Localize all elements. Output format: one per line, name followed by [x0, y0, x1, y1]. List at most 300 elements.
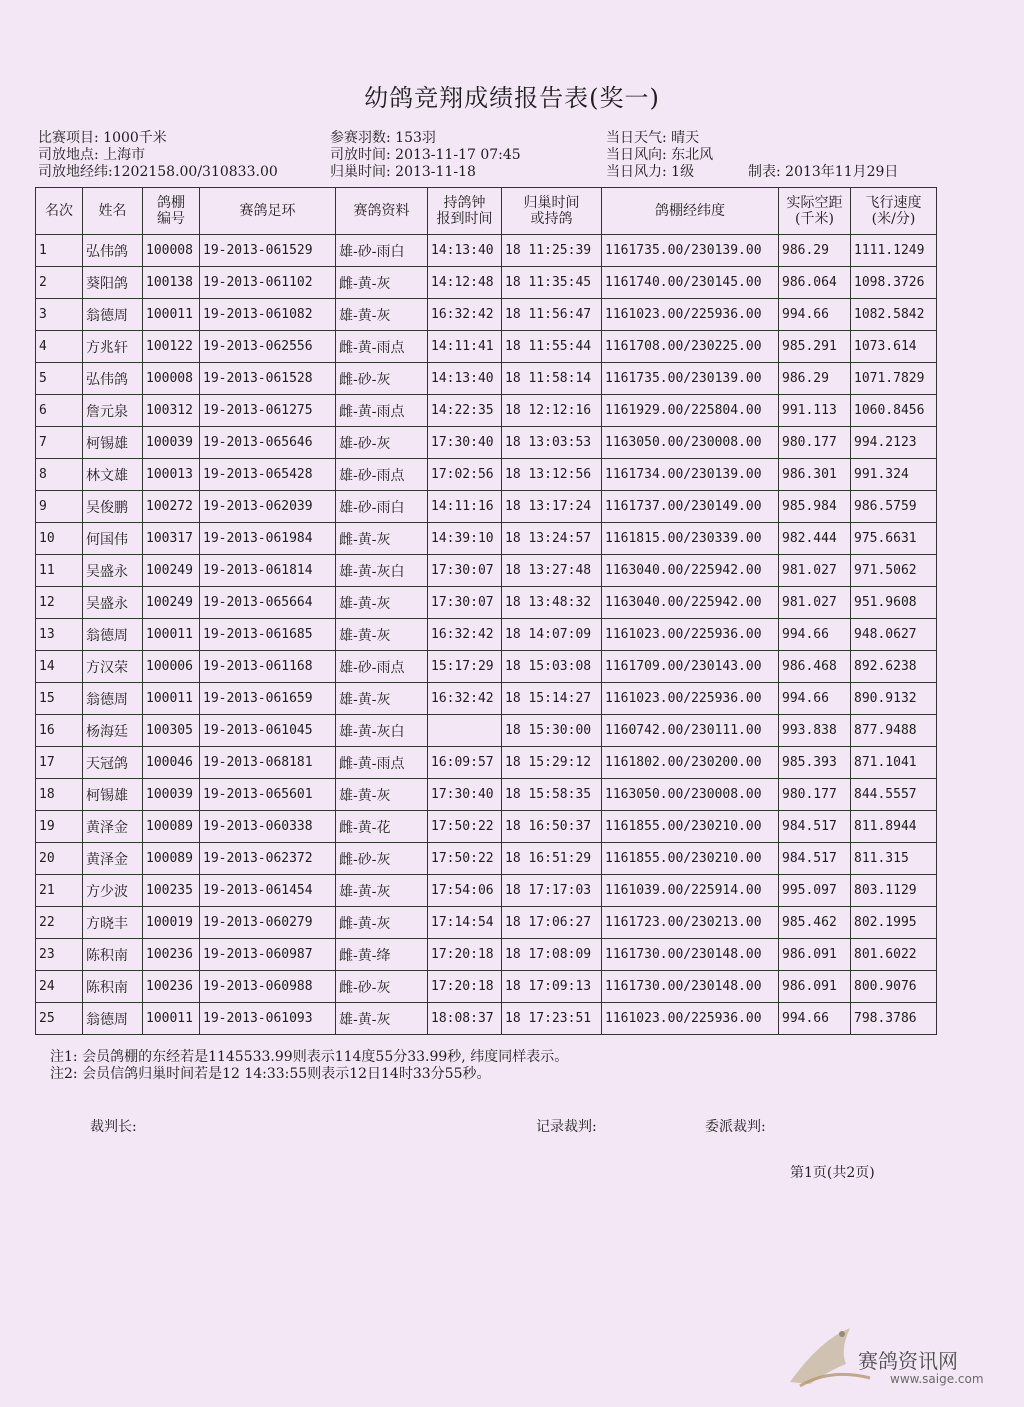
cell-pigeon-info: 雄-黄-灰	[336, 299, 428, 331]
cell-name: 陈积南	[83, 939, 143, 971]
cell-clock-time: 17:30:40	[428, 427, 502, 459]
cell-name: 黄泽金	[83, 843, 143, 875]
cell-name: 吴盛永	[83, 555, 143, 587]
cell-ring: 19-2013-061984	[200, 523, 336, 555]
cell-distance: 985.393	[779, 747, 851, 779]
cell-speed: 948.0627	[851, 619, 937, 651]
cell-pigeon-info: 雄-黄-灰	[336, 1003, 428, 1035]
cell-distance: 984.517	[779, 811, 851, 843]
table-row	[36, 363, 937, 395]
cell-loft-coords: 1161929.00/225804.00	[602, 395, 779, 427]
cell-pigeon-info: 雄-黄-灰	[336, 683, 428, 715]
cell-loft-id: 100019	[143, 907, 200, 939]
cell-return-time: 18 17:09:13	[502, 971, 602, 1003]
cell-rank: 10	[36, 523, 83, 555]
cell-speed: 811.8944	[851, 811, 937, 843]
cell-return-time: 18 17:06:27	[502, 907, 602, 939]
cell-clock-time: 17:54:06	[428, 875, 502, 907]
cell-name: 林文雄	[83, 459, 143, 491]
cell-rank: 15	[36, 683, 83, 715]
results-table	[35, 187, 937, 1035]
cell-distance: 980.177	[779, 427, 851, 459]
cell-speed: 801.6022	[851, 939, 937, 971]
watermark-url: www.saige.com	[890, 1372, 984, 1386]
table-row	[36, 939, 937, 971]
cell-pigeon-info: 雌-黄-雨点	[336, 395, 428, 427]
table-row	[36, 587, 937, 619]
cell-distance: 984.517	[779, 843, 851, 875]
cell-name: 弘伟鸽	[83, 363, 143, 395]
cell-pigeon-info: 雌-黄-灰	[336, 523, 428, 555]
table-row	[36, 971, 937, 1003]
cell-pigeon-info: 雌-砂-灰	[336, 971, 428, 1003]
cell-speed: 951.9608	[851, 587, 937, 619]
cell-ring: 19-2013-061814	[200, 555, 336, 587]
cell-rank: 12	[36, 587, 83, 619]
cell-loft-coords: 1161802.00/230200.00	[602, 747, 779, 779]
cell-loft-coords: 1161708.00/230225.00	[602, 331, 779, 363]
info-wind-direction: 当日风向: 东北风	[606, 147, 714, 163]
cell-distance: 995.097	[779, 875, 851, 907]
cell-return-time: 18 16:50:37	[502, 811, 602, 843]
table-row	[36, 459, 937, 491]
cell-ring: 19-2013-061102	[200, 267, 336, 299]
cell-return-time: 18 14:07:09	[502, 619, 602, 651]
cell-rank: 3	[36, 299, 83, 331]
cell-loft-coords: 1163050.00/230008.00	[602, 779, 779, 811]
cell-return-time: 18 15:58:35	[502, 779, 602, 811]
cell-loft-coords: 1161023.00/225936.00	[602, 619, 779, 651]
cell-ring: 19-2013-061528	[200, 363, 336, 395]
cell-pigeon-info: 雄-黄-灰	[336, 619, 428, 651]
info-column-2	[330, 130, 521, 181]
cell-loft-id: 100011	[143, 299, 200, 331]
header-rank: 名次	[36, 188, 83, 235]
table-row	[36, 779, 937, 811]
cell-name: 杨海廷	[83, 715, 143, 747]
cell-ring: 19-2013-060279	[200, 907, 336, 939]
cell-rank: 18	[36, 779, 83, 811]
cell-loft-id: 100236	[143, 971, 200, 1003]
cell-speed: 1073.614	[851, 331, 937, 363]
cell-return-time: 18 11:58:14	[502, 363, 602, 395]
cell-name: 弘伟鸽	[83, 235, 143, 267]
cell-distance: 994.66	[779, 299, 851, 331]
cell-rank: 20	[36, 843, 83, 875]
cell-loft-id: 100272	[143, 491, 200, 523]
cell-name: 方汉荣	[83, 651, 143, 683]
cell-rank: 5	[36, 363, 83, 395]
cell-pigeon-info: 雌-黄-灰	[336, 907, 428, 939]
cell-loft-coords: 1161730.00/230148.00	[602, 971, 779, 1003]
cell-clock-time: 14:11:16	[428, 491, 502, 523]
table-row	[36, 683, 937, 715]
cell-loft-id: 100089	[143, 843, 200, 875]
cell-distance: 993.838	[779, 715, 851, 747]
cell-return-time: 18 17:23:51	[502, 1003, 602, 1035]
cell-pigeon-info: 雄-黄-灰白	[336, 715, 428, 747]
cell-loft-id: 100317	[143, 523, 200, 555]
cell-return-time: 18 13:24:57	[502, 523, 602, 555]
cell-rank: 21	[36, 875, 83, 907]
cell-rank: 19	[36, 811, 83, 843]
cell-distance: 986.29	[779, 363, 851, 395]
cell-rank: 4	[36, 331, 83, 363]
cell-pigeon-info: 雄-黄-灰白	[336, 555, 428, 587]
cell-clock-time: 17:20:18	[428, 939, 502, 971]
cell-distance: 994.66	[779, 683, 851, 715]
cell-pigeon-info: 雌-黄-花	[336, 811, 428, 843]
info-release-place: 司放地点: 上海市	[38, 147, 146, 163]
table-row	[36, 491, 937, 523]
cell-pigeon-info: 雄-砂-雨点	[336, 651, 428, 683]
cell-rank: 24	[36, 971, 83, 1003]
cell-return-time: 18 13:17:24	[502, 491, 602, 523]
cell-ring: 19-2013-061168	[200, 651, 336, 683]
cell-return-time: 18 11:25:39	[502, 235, 602, 267]
note-1: 注1: 会员鸽棚的东经若是1145533.99则表示114度55分33.99秒, 纬度同样表示。	[50, 1049, 569, 1065]
cell-name: 翁德周	[83, 1003, 143, 1035]
cell-loft-id: 100122	[143, 331, 200, 363]
cell-return-time: 18 16:51:29	[502, 843, 602, 875]
cell-loft-id: 100008	[143, 235, 200, 267]
header-pigeon-info: 赛鸽资料	[336, 188, 428, 235]
cell-ring: 19-2013-061082	[200, 299, 336, 331]
cell-ring: 19-2013-065646	[200, 427, 336, 459]
cell-return-time: 18 13:03:53	[502, 427, 602, 459]
table-row	[36, 395, 937, 427]
cell-ring: 19-2013-068181	[200, 747, 336, 779]
cell-clock-time: 17:50:22	[428, 811, 502, 843]
table-row	[36, 427, 937, 459]
cell-loft-coords: 1161735.00/230139.00	[602, 235, 779, 267]
cell-clock-time: 17:02:56	[428, 459, 502, 491]
cell-pigeon-info: 雌-黄-雨点	[336, 331, 428, 363]
cell-clock-time: 17:30:40	[428, 779, 502, 811]
cell-rank: 25	[36, 1003, 83, 1035]
cell-return-time: 18 11:56:47	[502, 299, 602, 331]
cell-return-time: 18 15:03:08	[502, 651, 602, 683]
cell-speed: 803.1129	[851, 875, 937, 907]
cell-loft-coords: 1163040.00/225942.00	[602, 555, 779, 587]
cell-loft-id: 100305	[143, 715, 200, 747]
cell-rank: 17	[36, 747, 83, 779]
table-row	[36, 235, 937, 267]
cell-clock-time: 16:32:42	[428, 299, 502, 331]
cell-pigeon-info: 雄-砂-雨点	[336, 459, 428, 491]
cell-distance: 981.027	[779, 587, 851, 619]
cell-distance: 981.027	[779, 555, 851, 587]
cell-name: 吴盛永	[83, 587, 143, 619]
table-row	[36, 523, 937, 555]
cell-clock-time: 17:30:07	[428, 587, 502, 619]
cell-name: 翁德周	[83, 619, 143, 651]
cell-loft-id: 100006	[143, 651, 200, 683]
cell-loft-id: 100236	[143, 939, 200, 971]
cell-clock-time	[428, 715, 502, 747]
cell-name: 天冠鸽	[83, 747, 143, 779]
info-column-3	[606, 130, 713, 181]
cell-loft-coords: 1161740.00/230145.00	[602, 267, 779, 299]
cell-ring: 19-2013-061093	[200, 1003, 336, 1035]
cell-return-time: 18 13:12:56	[502, 459, 602, 491]
cell-loft-coords: 1161023.00/225936.00	[602, 683, 779, 715]
cell-speed: 800.9076	[851, 971, 937, 1003]
cell-pigeon-info: 雌-黄-雨点	[336, 747, 428, 779]
cell-pigeon-info: 雄-砂-雨白	[336, 235, 428, 267]
cell-rank: 16	[36, 715, 83, 747]
cell-distance: 982.444	[779, 523, 851, 555]
cell-rank: 23	[36, 939, 83, 971]
cell-rank: 14	[36, 651, 83, 683]
table-row	[36, 267, 937, 299]
cell-loft-id: 100008	[143, 363, 200, 395]
cell-distance: 986.091	[779, 939, 851, 971]
cell-ring: 19-2013-065601	[200, 779, 336, 811]
cell-loft-coords: 1161023.00/225936.00	[602, 1003, 779, 1035]
table-row	[36, 331, 937, 363]
table-row	[36, 715, 937, 747]
cell-distance: 985.462	[779, 907, 851, 939]
cell-distance: 994.66	[779, 1003, 851, 1035]
cell-rank: 8	[36, 459, 83, 491]
cell-loft-coords: 1161815.00/230339.00	[602, 523, 779, 555]
cell-return-time: 18 11:35:45	[502, 267, 602, 299]
table-row	[36, 811, 937, 843]
header-speed: 飞行速度 (米/分)	[851, 188, 937, 235]
header-name: 姓名	[83, 188, 143, 235]
cell-ring: 19-2013-065664	[200, 587, 336, 619]
cell-distance: 980.177	[779, 779, 851, 811]
cell-distance: 991.113	[779, 395, 851, 427]
cell-name: 葵阳鸽	[83, 267, 143, 299]
cell-ring: 19-2013-061045	[200, 715, 336, 747]
cell-name: 方晓丰	[83, 907, 143, 939]
cell-rank: 6	[36, 395, 83, 427]
cell-rank: 7	[36, 427, 83, 459]
info-made-date: 制表: 2013年11月29日	[748, 164, 899, 180]
table-body	[36, 235, 937, 1035]
cell-clock-time: 14:13:40	[428, 363, 502, 395]
cell-pigeon-info: 雄-黄-灰	[336, 779, 428, 811]
cell-loft-coords: 1161855.00/230210.00	[602, 843, 779, 875]
header-loft-id: 鸽棚 编号	[143, 188, 200, 235]
cell-clock-time: 14:22:35	[428, 395, 502, 427]
cell-speed: 1111.1249	[851, 235, 937, 267]
cell-speed: 877.9488	[851, 715, 937, 747]
cell-ring: 19-2013-062039	[200, 491, 336, 523]
cell-speed: 890.9132	[851, 683, 937, 715]
cell-loft-coords: 1163050.00/230008.00	[602, 427, 779, 459]
cell-loft-coords: 1161734.00/230139.00	[602, 459, 779, 491]
cell-clock-time: 14:39:10	[428, 523, 502, 555]
cell-name: 方少波	[83, 875, 143, 907]
cell-speed: 811.315	[851, 843, 937, 875]
cell-rank: 9	[36, 491, 83, 523]
header-distance: 实际空距 (千米)	[779, 188, 851, 235]
table-row	[36, 1003, 937, 1035]
cell-loft-id: 100046	[143, 747, 200, 779]
cell-clock-time: 17:30:07	[428, 555, 502, 587]
cell-loft-coords: 1161723.00/230213.00	[602, 907, 779, 939]
table-row	[36, 875, 937, 907]
table-row	[36, 299, 937, 331]
cell-clock-time: 16:32:42	[428, 683, 502, 715]
cell-pigeon-info: 雌-黄-灰	[336, 267, 428, 299]
cell-clock-time: 16:32:42	[428, 619, 502, 651]
cell-speed: 892.6238	[851, 651, 937, 683]
cell-loft-id: 100312	[143, 395, 200, 427]
cell-clock-time: 17:20:18	[428, 971, 502, 1003]
cell-name: 何国伟	[83, 523, 143, 555]
cell-speed: 994.2123	[851, 427, 937, 459]
cell-name: 吴俊鹏	[83, 491, 143, 523]
cell-loft-id: 100039	[143, 427, 200, 459]
info-release-time: 司放时间: 2013-11-17 07:45	[330, 147, 521, 163]
cell-clock-time: 17:14:54	[428, 907, 502, 939]
cell-name: 陈积南	[83, 971, 143, 1003]
cell-return-time: 18 15:14:27	[502, 683, 602, 715]
cell-return-time: 18 13:48:32	[502, 587, 602, 619]
cell-clock-time: 15:17:29	[428, 651, 502, 683]
cell-clock-time: 14:13:40	[428, 235, 502, 267]
cell-loft-id: 100138	[143, 267, 200, 299]
header-return-time: 归巢时间 或持鸽	[502, 188, 602, 235]
cell-clock-time: 14:11:41	[428, 331, 502, 363]
cell-pigeon-info: 雄-黄-灰	[336, 587, 428, 619]
cell-loft-coords: 1161855.00/230210.00	[602, 811, 779, 843]
cell-loft-coords: 1161709.00/230143.00	[602, 651, 779, 683]
cell-loft-id: 100011	[143, 683, 200, 715]
cell-return-time: 18 15:29:12	[502, 747, 602, 779]
table-row	[36, 843, 937, 875]
cell-speed: 986.5759	[851, 491, 937, 523]
cell-loft-coords: 1161735.00/230139.00	[602, 363, 779, 395]
cell-return-time: 18 12:12:16	[502, 395, 602, 427]
cell-loft-coords: 1160742.00/230111.00	[602, 715, 779, 747]
cell-speed: 1071.7829	[851, 363, 937, 395]
chief-judge-signature: 裁判长:	[90, 1119, 137, 1135]
cell-loft-coords: 1163040.00/225942.00	[602, 587, 779, 619]
cell-name: 方兆轩	[83, 331, 143, 363]
info-race-distance: 比赛项目: 1000千米	[38, 130, 167, 146]
cell-clock-time: 17:50:22	[428, 843, 502, 875]
cell-speed: 844.5557	[851, 779, 937, 811]
cell-loft-id: 100249	[143, 587, 200, 619]
notes	[50, 1049, 568, 1083]
cell-rank: 13	[36, 619, 83, 651]
cell-ring: 19-2013-065428	[200, 459, 336, 491]
cell-speed: 1098.3726	[851, 267, 937, 299]
cell-rank: 22	[36, 907, 83, 939]
page-number: 第1页(共2页)	[790, 1165, 875, 1181]
table-row	[36, 651, 937, 683]
recorder-judge-signature: 记录裁判:	[536, 1119, 597, 1135]
cell-name: 詹元泉	[83, 395, 143, 427]
info-return-time: 归巢时间: 2013-11-18	[330, 164, 476, 180]
cell-distance: 986.301	[779, 459, 851, 491]
cell-clock-time: 16:09:57	[428, 747, 502, 779]
cell-loft-id: 100011	[143, 1003, 200, 1035]
cell-rank: 2	[36, 267, 83, 299]
cell-loft-id: 100089	[143, 811, 200, 843]
cell-speed: 802.1995	[851, 907, 937, 939]
watermark-text: 赛鸽资讯网	[858, 1349, 958, 1373]
cell-speed: 798.3786	[851, 1003, 937, 1035]
cell-distance: 985.984	[779, 491, 851, 523]
cell-name: 柯锡雄	[83, 779, 143, 811]
note-2: 注2: 会员信鸽归巢时间若是12 14:33:55则表示12日14时33分55秒。	[50, 1066, 491, 1082]
cell-loft-id: 100011	[143, 619, 200, 651]
header-clock-time: 持鸽钟 报到时间	[428, 188, 502, 235]
table-row	[36, 747, 937, 779]
cell-pigeon-info: 雄-黄-灰	[336, 875, 428, 907]
cell-distance: 986.468	[779, 651, 851, 683]
cell-distance: 994.66	[779, 619, 851, 651]
cell-loft-coords: 1161730.00/230148.00	[602, 939, 779, 971]
cell-loft-coords: 1161023.00/225936.00	[602, 299, 779, 331]
table-header-row	[36, 188, 937, 235]
cell-pigeon-info: 雄-砂-灰	[336, 427, 428, 459]
cell-distance: 985.291	[779, 331, 851, 363]
cell-ring: 19-2013-060987	[200, 939, 336, 971]
cell-pigeon-info: 雌-砂-灰	[336, 843, 428, 875]
info-release-coords: 司放地经纬:1202158.00/310833.00	[38, 164, 278, 180]
header-ring: 赛鸽足环	[200, 188, 336, 235]
cell-return-time: 18 11:55:44	[502, 331, 602, 363]
info-column-1	[38, 130, 278, 181]
header-loft-coords: 鸽棚经纬度	[602, 188, 779, 235]
cell-distance: 986.091	[779, 971, 851, 1003]
cell-ring: 19-2013-061659	[200, 683, 336, 715]
cell-ring: 19-2013-062556	[200, 331, 336, 363]
cell-return-time: 18 15:30:00	[502, 715, 602, 747]
cell-clock-time: 14:12:48	[428, 267, 502, 299]
cell-clock-time: 18:08:37	[428, 1003, 502, 1035]
cell-speed: 871.1041	[851, 747, 937, 779]
table-row	[36, 555, 937, 587]
cell-name: 黄泽金	[83, 811, 143, 843]
cell-distance: 986.29	[779, 235, 851, 267]
cell-loft-id: 100249	[143, 555, 200, 587]
cell-ring: 19-2013-060338	[200, 811, 336, 843]
cell-ring: 19-2013-061529	[200, 235, 336, 267]
cell-ring: 19-2013-061275	[200, 395, 336, 427]
cell-loft-id: 100235	[143, 875, 200, 907]
info-weather: 当日天气: 晴天	[606, 130, 700, 146]
cell-speed: 1060.8456	[851, 395, 937, 427]
cell-name: 翁德周	[83, 299, 143, 331]
cell-rank: 1	[36, 235, 83, 267]
cell-distance: 986.064	[779, 267, 851, 299]
cell-return-time: 18 17:08:09	[502, 939, 602, 971]
cell-rank: 11	[36, 555, 83, 587]
report-title: 幼鸽竞翔成绩报告表(奖一)	[364, 84, 660, 112]
cell-ring: 19-2013-061685	[200, 619, 336, 651]
cell-name: 柯锡雄	[83, 427, 143, 459]
delegate-judge-signature: 委派裁判:	[705, 1119, 766, 1135]
info-wind-force: 当日风力: 1级	[606, 164, 695, 180]
cell-pigeon-info: 雌-砂-灰	[336, 363, 428, 395]
cell-ring: 19-2013-062372	[200, 843, 336, 875]
table-row	[36, 619, 937, 651]
cell-ring: 19-2013-061454	[200, 875, 336, 907]
cell-speed: 1082.5842	[851, 299, 937, 331]
cell-speed: 991.324	[851, 459, 937, 491]
cell-speed: 975.6631	[851, 523, 937, 555]
cell-loft-id: 100013	[143, 459, 200, 491]
cell-speed: 971.5062	[851, 555, 937, 587]
